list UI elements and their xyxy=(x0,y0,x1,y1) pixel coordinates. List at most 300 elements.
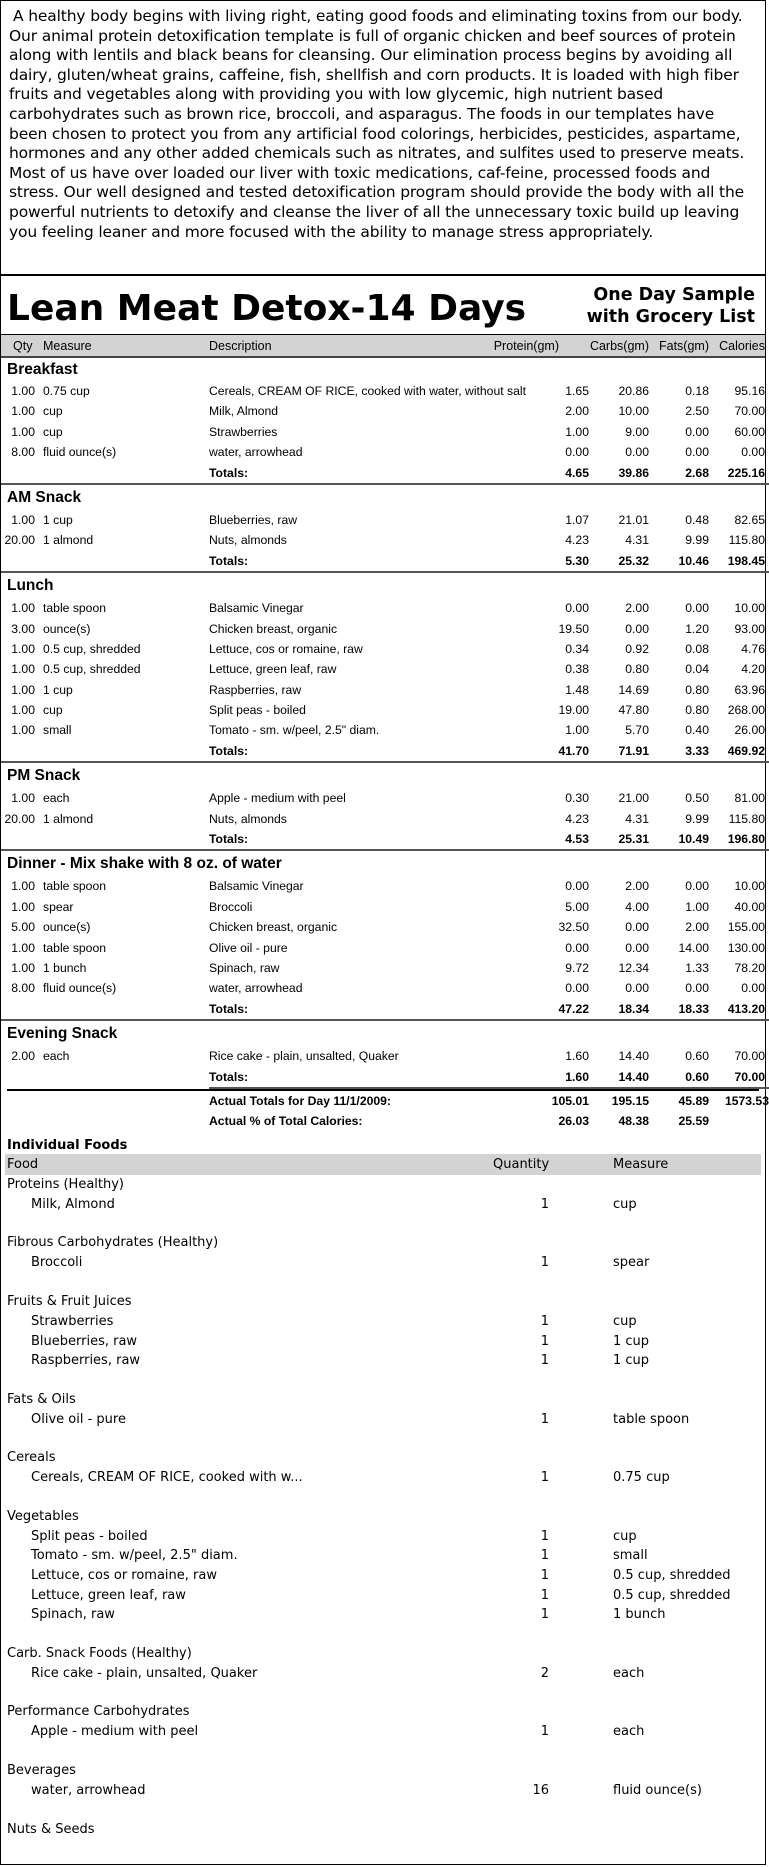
totals-protein: 4.53 xyxy=(489,829,589,851)
item-carbs: 21.01 xyxy=(618,512,649,527)
item-protein: 2.00 xyxy=(565,404,589,419)
item-calories: 0.00 xyxy=(741,445,765,460)
meal-title: PM Snack xyxy=(1,761,765,788)
item-calories: 268.00 xyxy=(727,703,765,718)
meal-item-row xyxy=(1,700,765,720)
totals-calories: 469.92 xyxy=(709,741,769,763)
actual-totals-label: Actual Totals for Day 11/1/2009: xyxy=(209,1093,391,1108)
item-qty: 8.00 xyxy=(11,981,35,996)
food-item-row xyxy=(1,1605,765,1625)
food-name: Lettuce, cos or romaine, raw xyxy=(31,1568,217,1584)
item-qty: 5.00 xyxy=(11,920,35,935)
item-measure: table spoon xyxy=(43,879,107,894)
meal-item-row xyxy=(1,809,765,829)
item-fats: 0.04 xyxy=(685,662,709,677)
item-description: Rice cake - plain, unsalted, Quaker xyxy=(209,1049,399,1064)
item-measure: 1 cup xyxy=(43,682,73,697)
actual-pct-label: Actual % of Total Calories: xyxy=(209,1114,363,1129)
item-fats: 0.80 xyxy=(685,682,709,697)
food-measure: cup xyxy=(613,1528,637,1544)
meal-section xyxy=(1,571,765,761)
item-calories: 70.00 xyxy=(734,1049,765,1064)
item-measure: table spoon xyxy=(43,940,107,955)
item-description: Tomato - sm. w/peel, 2.5" diam. xyxy=(209,723,380,738)
meal-title: Breakfast xyxy=(7,361,78,378)
food-quantity: 1 xyxy=(540,1255,549,1271)
item-carbs: 2.00 xyxy=(625,601,649,616)
item-calories: 130.00 xyxy=(727,940,765,955)
food-quantity: 16 xyxy=(532,1783,549,1799)
item-measure: fluid ounce(s) xyxy=(43,981,117,996)
item-description: Chicken breast, organic xyxy=(209,920,338,935)
item-protein: 1.48 xyxy=(565,682,589,697)
actual-calories: 1573.53 xyxy=(724,1093,769,1108)
food-quantity: 1 xyxy=(540,1568,549,1584)
item-calories: 115.80 xyxy=(728,533,765,548)
col-description: Description xyxy=(209,338,272,353)
spacer-2 xyxy=(39,829,209,851)
food-name: water, arrowhead xyxy=(31,1783,146,1799)
item-measure: cup xyxy=(43,703,63,718)
item-protein: 19.00 xyxy=(558,703,589,718)
item-description: Lettuce, cos or romaine, raw xyxy=(209,641,363,656)
col-fats: Fats(gm) xyxy=(659,338,709,353)
item-measure: 1 almond xyxy=(43,533,94,548)
food-name: Strawberries xyxy=(31,1313,114,1329)
item-qty: 1.00 xyxy=(11,662,35,677)
meal-totals-row xyxy=(1,741,765,761)
item-protein: 1.07 xyxy=(565,512,589,527)
item-qty: 8.00 xyxy=(11,445,35,460)
meal-item-row xyxy=(1,422,765,442)
item-qty: 1.00 xyxy=(11,384,35,398)
item-measure: spear xyxy=(43,899,74,914)
item-fats: 0.40 xyxy=(685,723,709,738)
item-qty: 1.00 xyxy=(11,641,35,656)
meal-section xyxy=(1,849,765,1019)
item-measure: small xyxy=(43,723,72,738)
meal-list xyxy=(1,358,765,1087)
spacer-2 xyxy=(39,551,209,573)
meal-totals-row xyxy=(1,551,765,571)
item-carbs: 2.00 xyxy=(625,879,649,894)
item-description: Balsamic Vinegar xyxy=(209,879,304,894)
food-group-title: Fruits & Fruit Juices xyxy=(7,1293,132,1309)
food-quantity: 1 xyxy=(540,1724,549,1740)
item-calories: 82.65 xyxy=(734,512,765,527)
actual-totals-block xyxy=(7,1089,769,1132)
meal-title: AM Snack xyxy=(1,483,765,510)
item-description: Nuts, almonds xyxy=(209,533,287,548)
item-calories: 93.00 xyxy=(734,621,765,636)
group-gap xyxy=(1,1371,765,1390)
food-measure: 0.75 cup xyxy=(613,1470,670,1486)
item-fats: 14.00 xyxy=(678,940,709,955)
item-qty: 1.00 xyxy=(11,424,35,439)
food-item-row xyxy=(1,1566,765,1586)
item-measure: 0.75 cup xyxy=(43,384,90,398)
meal-item-row xyxy=(1,619,765,639)
food-name: Lettuce, green leaf, raw xyxy=(31,1587,186,1603)
meal-section xyxy=(1,483,765,571)
item-description: water, arrowhead xyxy=(209,981,303,996)
item-description: Balsamic Vinegar xyxy=(209,601,304,616)
item-measure: ounce(s) xyxy=(43,920,91,935)
item-fats: 0.00 xyxy=(685,424,709,439)
food-item-row xyxy=(1,1312,765,1332)
meal-title: Lunch xyxy=(1,571,765,598)
food-measure: table spoon xyxy=(613,1411,690,1427)
food-group xyxy=(1,1761,765,1820)
spacer-1 xyxy=(9,829,39,851)
item-calories: 4.20 xyxy=(741,662,765,677)
item-description: Nuts, almonds xyxy=(209,811,287,826)
item-carbs: 0.00 xyxy=(625,445,649,460)
meal-item-row xyxy=(1,401,765,421)
pct-fats: 25.59 xyxy=(678,1114,709,1129)
meal-section xyxy=(1,1019,765,1087)
food-measure: fluid ounce(s) xyxy=(613,1783,702,1799)
spacer-2 xyxy=(39,999,209,1021)
item-fats: 0.60 xyxy=(685,1049,709,1064)
totals-carbs: 14.40 xyxy=(589,1067,649,1089)
item-carbs: 5.70 xyxy=(625,723,649,738)
totals-calories: 198.45 xyxy=(709,551,769,573)
item-measure: fluid ounce(s) xyxy=(43,445,117,460)
spacer-1 xyxy=(9,999,39,1021)
item-qty: 1.00 xyxy=(11,960,35,975)
item-protein: 4.23 xyxy=(565,533,589,548)
item-qty: 1.00 xyxy=(11,791,35,806)
food-group-list xyxy=(1,1175,765,1840)
item-qty: 20.00 xyxy=(4,811,35,826)
item-calories: 4.76 xyxy=(741,641,765,656)
food-group-title: Fibrous Carbohydrates (Healthy) xyxy=(7,1235,219,1251)
item-calories: 155.00 xyxy=(727,920,765,935)
item-description: Split peas - boiled xyxy=(209,703,306,718)
food-item-row xyxy=(1,1410,765,1430)
sample-label xyxy=(587,284,755,328)
meal-item-row xyxy=(1,639,765,659)
totals-carbs: 25.31 xyxy=(589,829,649,851)
item-fats: 1.20 xyxy=(685,621,709,636)
item-calories: 78.20 xyxy=(734,960,765,975)
meal-item-row xyxy=(1,530,765,550)
food-measure: small xyxy=(613,1548,648,1564)
item-description: Raspberries, raw xyxy=(209,682,302,697)
item-qty: 1.00 xyxy=(11,940,35,955)
item-carbs: 0.80 xyxy=(625,662,649,677)
item-carbs: 20.86 xyxy=(618,384,649,398)
sample-line-2: with Grocery List xyxy=(586,307,755,327)
totals-calories: 196.80 xyxy=(709,829,769,851)
item-qty: 1.00 xyxy=(11,899,35,914)
item-calories: 10.00 xyxy=(734,601,765,616)
totals-calories: 225.16 xyxy=(709,463,769,485)
totals-carbs: 71.91 xyxy=(589,741,649,763)
foods-col-food: Food xyxy=(7,1156,39,1172)
food-name: Broccoli xyxy=(31,1255,83,1271)
spacer-1 xyxy=(9,741,39,763)
food-name: Blueberries, raw xyxy=(31,1333,138,1349)
item-carbs: 4.31 xyxy=(625,811,649,826)
totals-label: Totals: xyxy=(209,741,489,763)
food-measure: cup xyxy=(613,1313,637,1329)
item-carbs: 0.92 xyxy=(625,641,649,656)
food-name: Spinach, raw xyxy=(31,1607,115,1623)
item-calories: 26.00 xyxy=(734,723,765,738)
food-item-row xyxy=(1,1722,765,1742)
totals-label: Totals: xyxy=(209,551,489,573)
totals-label: Totals: xyxy=(209,1067,489,1089)
actual-pct-row xyxy=(1,1111,759,1131)
item-measure: 1 cup xyxy=(43,512,73,527)
food-group-title: Proteins (Healthy) xyxy=(7,1176,124,1192)
item-carbs: 0.00 xyxy=(625,981,649,996)
group-gap xyxy=(1,1214,765,1233)
item-fats: 2.50 xyxy=(685,404,709,419)
group-gap xyxy=(1,1488,765,1507)
pct-protein: 26.03 xyxy=(558,1114,589,1129)
food-measure: 1 cup xyxy=(613,1353,650,1369)
meal-totals-row xyxy=(1,999,765,1019)
meal-item-row xyxy=(1,442,765,462)
meal-item-row xyxy=(1,978,765,998)
actual-carbs: 195.15 xyxy=(611,1093,649,1108)
individual-foods-title: Individual Foods xyxy=(7,1137,128,1153)
item-protein: 32.50 xyxy=(558,920,589,935)
meal-item-row xyxy=(1,938,765,958)
item-description: Strawberries xyxy=(209,424,278,439)
totals-label: Totals: xyxy=(209,829,489,851)
item-protein: 0.30 xyxy=(565,791,589,806)
item-description: Apple - medium with peel xyxy=(209,791,346,806)
item-protein: 0.00 xyxy=(565,940,589,955)
totals-fats: 18.33 xyxy=(649,999,709,1021)
sample-line-1: One Day Sample xyxy=(593,285,755,305)
food-group xyxy=(1,1292,765,1390)
item-carbs: 0.00 xyxy=(625,940,649,955)
totals-protein: 47.22 xyxy=(489,999,589,1021)
item-qty: 2.00 xyxy=(11,1049,35,1064)
totals-label: Totals: xyxy=(209,999,489,1021)
meal-item-row xyxy=(1,659,765,679)
food-name: Cereals, CREAM OF RICE, cooked with w... xyxy=(31,1470,303,1486)
item-measure: each xyxy=(43,791,70,806)
totals-fats: 0.60 xyxy=(649,1067,709,1089)
item-measure: 1 bunch xyxy=(43,960,87,975)
item-carbs: 10.00 xyxy=(618,404,649,419)
spacer-1 xyxy=(9,1067,39,1089)
food-name: Olive oil - pure xyxy=(31,1411,126,1427)
item-description: Blueberries, raw xyxy=(209,512,298,527)
actual-protein: 105.01 xyxy=(551,1093,589,1108)
item-qty: 1.00 xyxy=(11,879,35,894)
food-item-row xyxy=(1,1781,765,1801)
totals-protein: 5.30 xyxy=(489,551,589,573)
item-measure: 1 almond xyxy=(43,811,94,826)
item-carbs: 9.00 xyxy=(625,424,649,439)
food-group-title: Fats & Oils xyxy=(7,1391,76,1407)
col-protein: Protein(gm) xyxy=(493,338,559,353)
item-description: Broccoli xyxy=(209,899,253,914)
item-fats: 0.50 xyxy=(685,791,709,806)
item-protein: 0.00 xyxy=(565,601,589,616)
intro-section xyxy=(1,1,765,276)
meal-item-row xyxy=(1,788,765,808)
item-protein: 0.38 xyxy=(565,662,589,677)
meal-item-row xyxy=(1,720,765,740)
item-qty: 1.00 xyxy=(11,512,35,527)
group-gap xyxy=(1,1273,765,1292)
meal-section xyxy=(1,761,765,849)
item-fats: 0.18 xyxy=(685,384,709,398)
item-protein: 1.00 xyxy=(565,424,589,439)
intro-paragraph: A healthy body begins with living right, eating good foods and eliminating toxins from our body. Our animal protein detoxification template is full of organic chicken and beef sources of protein along with lentils and black beans for cleansing. Our elimination process begins by avoiding all dairy, gluten/wheat grains, caffeine, fish, shellfish and corn products. It is loaded with high fiber fruits and vegetables along with providing you with low glycemic, high nutrient based carbohydrates such as brown rice, broccoli, and asparagus. The foods in our templates have been chosen to protect you from any artificial food colorings, herbicides, pesticides, aspartame, hormones and any other added chemicals such as nitrates, and sulfites used to preserve meats. Most of us have over loaded our liver with toxic medications, caf-feine, processed foods and stress. Our well designed and tested detoxification program should provide the body with all the powerful nutrients to detoxify and cleanse the liver of all the unnecessary toxic build up leaving you feeling leaner and more focused with the ability to manage stress appropriately. xyxy=(9,7,745,241)
plan-title: Lean Meat Detox-14 Days xyxy=(7,288,527,329)
food-quantity: 1 xyxy=(540,1333,549,1349)
food-item-row xyxy=(1,1195,765,1215)
totals-carbs: 39.86 xyxy=(589,463,649,485)
item-protein: 19.50 xyxy=(558,621,589,636)
food-item-row xyxy=(1,1546,765,1566)
item-calories: 40.00 xyxy=(734,899,765,914)
item-fats: 9.99 xyxy=(685,533,709,548)
item-carbs: 4.00 xyxy=(625,899,649,914)
item-description: water, arrowhead xyxy=(209,445,303,460)
food-measure: each xyxy=(613,1665,645,1681)
group-gap xyxy=(1,1429,765,1448)
meal-item-row xyxy=(1,381,765,401)
item-fats: 0.00 xyxy=(685,981,709,996)
meal-item-row xyxy=(1,598,765,618)
col-measure: Measure xyxy=(43,338,92,353)
totals-calories: 413.20 xyxy=(709,999,769,1021)
item-carbs: 14.40 xyxy=(618,1049,649,1064)
meal-item-row xyxy=(1,680,765,700)
food-item-row xyxy=(1,1332,765,1352)
food-item-row xyxy=(1,1351,765,1371)
item-calories: 63.96 xyxy=(734,682,765,697)
food-quantity: 1 xyxy=(540,1196,549,1212)
food-name: Rice cake - plain, unsalted, Quaker xyxy=(31,1665,258,1681)
food-name: Raspberries, raw xyxy=(31,1353,141,1369)
food-quantity: 2 xyxy=(540,1665,549,1681)
item-measure: cup xyxy=(43,424,63,439)
item-protein: 9.72 xyxy=(565,960,589,975)
actual-totals-row xyxy=(1,1091,769,1111)
totals-protein: 4.65 xyxy=(489,463,589,485)
spacer-2 xyxy=(39,463,209,485)
spacer-2 xyxy=(39,1067,209,1089)
food-measure: 0.5 cup, shredded xyxy=(613,1587,731,1603)
meal-item-row xyxy=(1,917,765,937)
nutrition-column-header xyxy=(1,335,765,358)
foods-col-quantity: Quantity xyxy=(493,1156,550,1172)
meal-totals-row xyxy=(1,829,765,849)
food-item-row xyxy=(1,1253,765,1273)
meal-section xyxy=(1,358,765,483)
food-item-row xyxy=(1,1527,765,1547)
meal-totals-row xyxy=(1,463,765,483)
item-fats: 0.48 xyxy=(685,512,709,527)
totals-label: Totals: xyxy=(209,463,489,485)
food-quantity: 1 xyxy=(540,1548,549,1564)
food-measure: spear xyxy=(613,1255,650,1271)
food-group-title: Carb. Snack Foods (Healthy) xyxy=(7,1645,192,1661)
item-fats: 1.33 xyxy=(685,960,709,975)
item-protein: 1.60 xyxy=(565,1049,589,1064)
food-item-row xyxy=(1,1586,765,1606)
item-fats: 1.00 xyxy=(685,899,709,914)
item-carbs: 14.69 xyxy=(618,682,649,697)
item-description: Lettuce, green leaf, raw xyxy=(209,662,337,677)
item-protein: 0.34 xyxy=(565,641,589,656)
item-fats: 9.99 xyxy=(685,811,709,826)
food-group xyxy=(1,1507,765,1644)
item-calories: 81.00 xyxy=(734,791,765,806)
food-group-title: Cereals xyxy=(7,1450,56,1466)
item-carbs: 12.34 xyxy=(618,960,649,975)
item-calories: 60.00 xyxy=(734,424,765,439)
item-carbs: 0.00 xyxy=(625,920,649,935)
item-fats: 0.00 xyxy=(685,879,709,894)
item-carbs: 21.00 xyxy=(618,791,649,806)
item-calories: 70.00 xyxy=(734,404,765,419)
food-group xyxy=(1,1644,765,1703)
totals-fats: 10.49 xyxy=(649,829,709,851)
food-group xyxy=(1,1233,765,1292)
spacer-1 xyxy=(9,463,39,485)
food-item-row xyxy=(1,1468,765,1488)
foods-col-measure: Measure xyxy=(613,1156,669,1172)
actual-fats: 45.89 xyxy=(678,1093,709,1108)
food-quantity: 1 xyxy=(540,1528,549,1544)
item-measure: cup xyxy=(43,404,63,419)
item-qty: 20.00 xyxy=(4,533,35,548)
pct-carbs: 48.38 xyxy=(618,1114,649,1129)
food-group-title: Nuts & Seeds xyxy=(7,1821,95,1837)
food-group-title: Performance Carbohydrates xyxy=(7,1704,190,1720)
group-gap xyxy=(1,1742,765,1761)
meal-item-row xyxy=(1,897,765,917)
item-qty: 1.00 xyxy=(11,404,35,419)
item-measure: table spoon xyxy=(43,601,107,616)
item-carbs: 4.31 xyxy=(625,533,649,548)
item-measure: 0.5 cup, shredded xyxy=(43,641,141,656)
food-quantity: 1 xyxy=(540,1353,549,1369)
spacer-2 xyxy=(39,741,209,763)
food-quantity: 1 xyxy=(540,1587,549,1603)
food-measure: 1 cup xyxy=(613,1333,650,1349)
meal-title: Evening Snack xyxy=(1,1019,765,1046)
food-name: Apple - medium with peel xyxy=(31,1724,199,1740)
col-qty: Qty xyxy=(13,338,33,353)
totals-carbs: 25.32 xyxy=(589,551,649,573)
item-qty: 1.00 xyxy=(11,723,35,738)
item-fats: 0.00 xyxy=(685,601,709,616)
food-measure: each xyxy=(613,1724,645,1740)
food-quantity: 1 xyxy=(540,1607,549,1623)
food-name: Tomato - sm. w/peel, 2.5" diam. xyxy=(31,1548,238,1564)
item-protein: 0.00 xyxy=(565,981,589,996)
food-name: Milk, Almond xyxy=(31,1196,115,1212)
item-description: Milk, Almond xyxy=(209,404,279,419)
col-carbs: Carbs(gm) xyxy=(589,338,649,353)
food-measure: 0.5 cup, shredded xyxy=(613,1568,731,1584)
food-quantity: 1 xyxy=(540,1313,549,1329)
meal-totals-row xyxy=(1,1067,765,1087)
